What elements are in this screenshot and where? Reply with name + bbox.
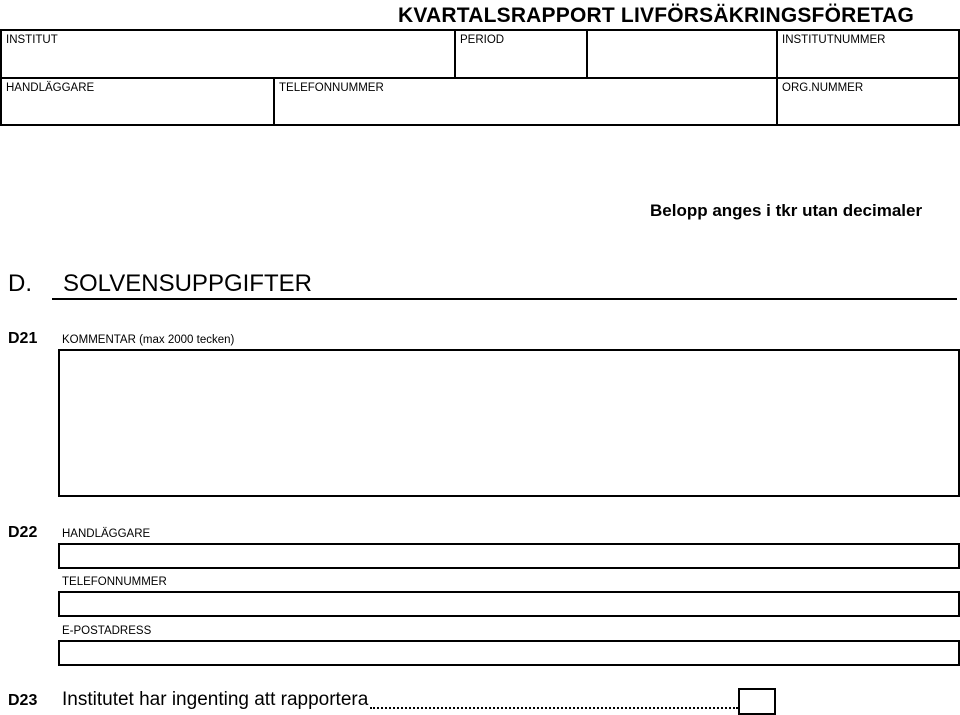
amount-note: Belopp anges i tkr utan decimaler [650, 201, 923, 220]
comment-textarea[interactable] [60, 351, 958, 495]
header-top-border [586, 29, 778, 31]
comment-textarea-box [58, 349, 960, 497]
period-box[interactable] [454, 29, 588, 79]
institutnummer-label: INSTITUTNUMMER [782, 34, 886, 46]
epost-field-box [58, 640, 960, 666]
d21-code: D21 [8, 330, 38, 347]
d22-epost-label: E-POSTADRESS [62, 625, 152, 637]
d21-comment-label: KOMMENTAR (max 2000 tecken) [62, 334, 235, 346]
nothing-to-report-checkbox[interactable] [738, 688, 776, 715]
d23-text: Institutet har ingenting att rapportera [62, 689, 369, 710]
period-label: PERIOD [460, 34, 505, 46]
d22-code: D22 [8, 524, 38, 541]
report-title: KVARTALSRAPPORT LIVFÖRSÄKRINGSFÖRETAG [398, 4, 915, 27]
telefonnummer-box[interactable] [273, 77, 778, 126]
dotted-leader [370, 707, 738, 709]
telefonnummer-label: TELEFONNUMMER [279, 82, 384, 94]
section-title: SOLVENSUPPGIFTER [63, 270, 312, 297]
handlaggare-field[interactable] [62, 545, 956, 565]
orgnummer-label: ORG.NUMMER [782, 82, 864, 94]
section-letter: D. [8, 270, 32, 297]
handlaggare-label: HANDLÄGGARE [6, 82, 95, 94]
telefon-field-box [58, 591, 960, 617]
institut-label: INSTITUT [6, 34, 58, 46]
telefon-field[interactable] [62, 593, 956, 613]
institutnummer-box[interactable] [776, 29, 960, 79]
orgnummer-box[interactable] [776, 77, 960, 126]
section-divider [52, 298, 957, 300]
d22-telefon-label: TELEFONNUMMER [62, 576, 167, 588]
d23-code: D23 [8, 692, 38, 709]
d22-handlaggare-label: HANDLÄGGARE [62, 528, 151, 540]
handlaggare-field-box [58, 543, 960, 569]
institut-box[interactable] [0, 29, 456, 79]
handlaggare-box[interactable] [0, 77, 275, 126]
epost-field[interactable] [62, 642, 956, 662]
